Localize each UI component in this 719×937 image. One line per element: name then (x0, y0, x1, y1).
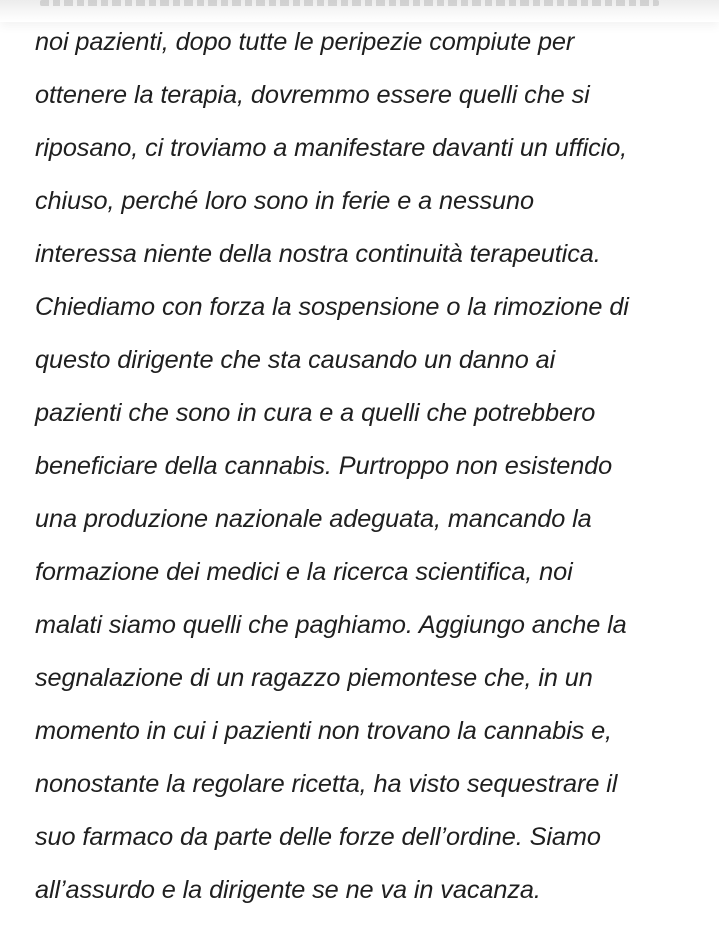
text-line: segnalazione di un ragazzo piemontese che, in un (35, 664, 593, 692)
text-line: noi pazienti, dopo tutte le peripezie compiute per (35, 28, 575, 56)
article-body (35, 22, 705, 923)
text-line: questo dirigente che sta causando un danno ai (35, 346, 556, 374)
text-line: nonostante la regolare ricetta, ha visto sequestrare il (35, 770, 618, 798)
text-line: chiuso, perché loro sono in ferie e a nessuno (35, 187, 534, 215)
text-line: momento in cui i pazienti non trovano la cannabis e, (35, 717, 612, 745)
text-line: pazienti che sono in cura e a quelli che potrebbero (35, 399, 596, 427)
text-line: riposano, ci troviamo a manifestare davanti un ufficio, (35, 134, 628, 162)
text-line: suo farmaco da parte delle forze dell’ordine. Siamo (35, 823, 601, 851)
cropped-previous-line (0, 0, 719, 22)
text-line: una produzione nazionale adeguata, mancando la (35, 505, 592, 533)
text-line: interessa niente della nostra continuità terapeutica. (35, 240, 601, 268)
text-line: formazione dei medici e la ricerca scientifica, noi (35, 558, 573, 586)
text-line: all’assurdo e la dirigente se ne va in vacanza. (35, 876, 541, 904)
cut-off-text-fragment (40, 0, 659, 6)
text-line: malati siamo quelli che paghiamo. Aggiungo anche la (35, 611, 627, 639)
text-line: ottenere la terapia, dovremmo essere quelli che si (35, 81, 590, 109)
text-line: Chiediamo con forza la sospensione o la rimozione di (35, 293, 629, 321)
text-line: beneficiare della cannabis. Purtroppo non esistendo (35, 452, 613, 480)
